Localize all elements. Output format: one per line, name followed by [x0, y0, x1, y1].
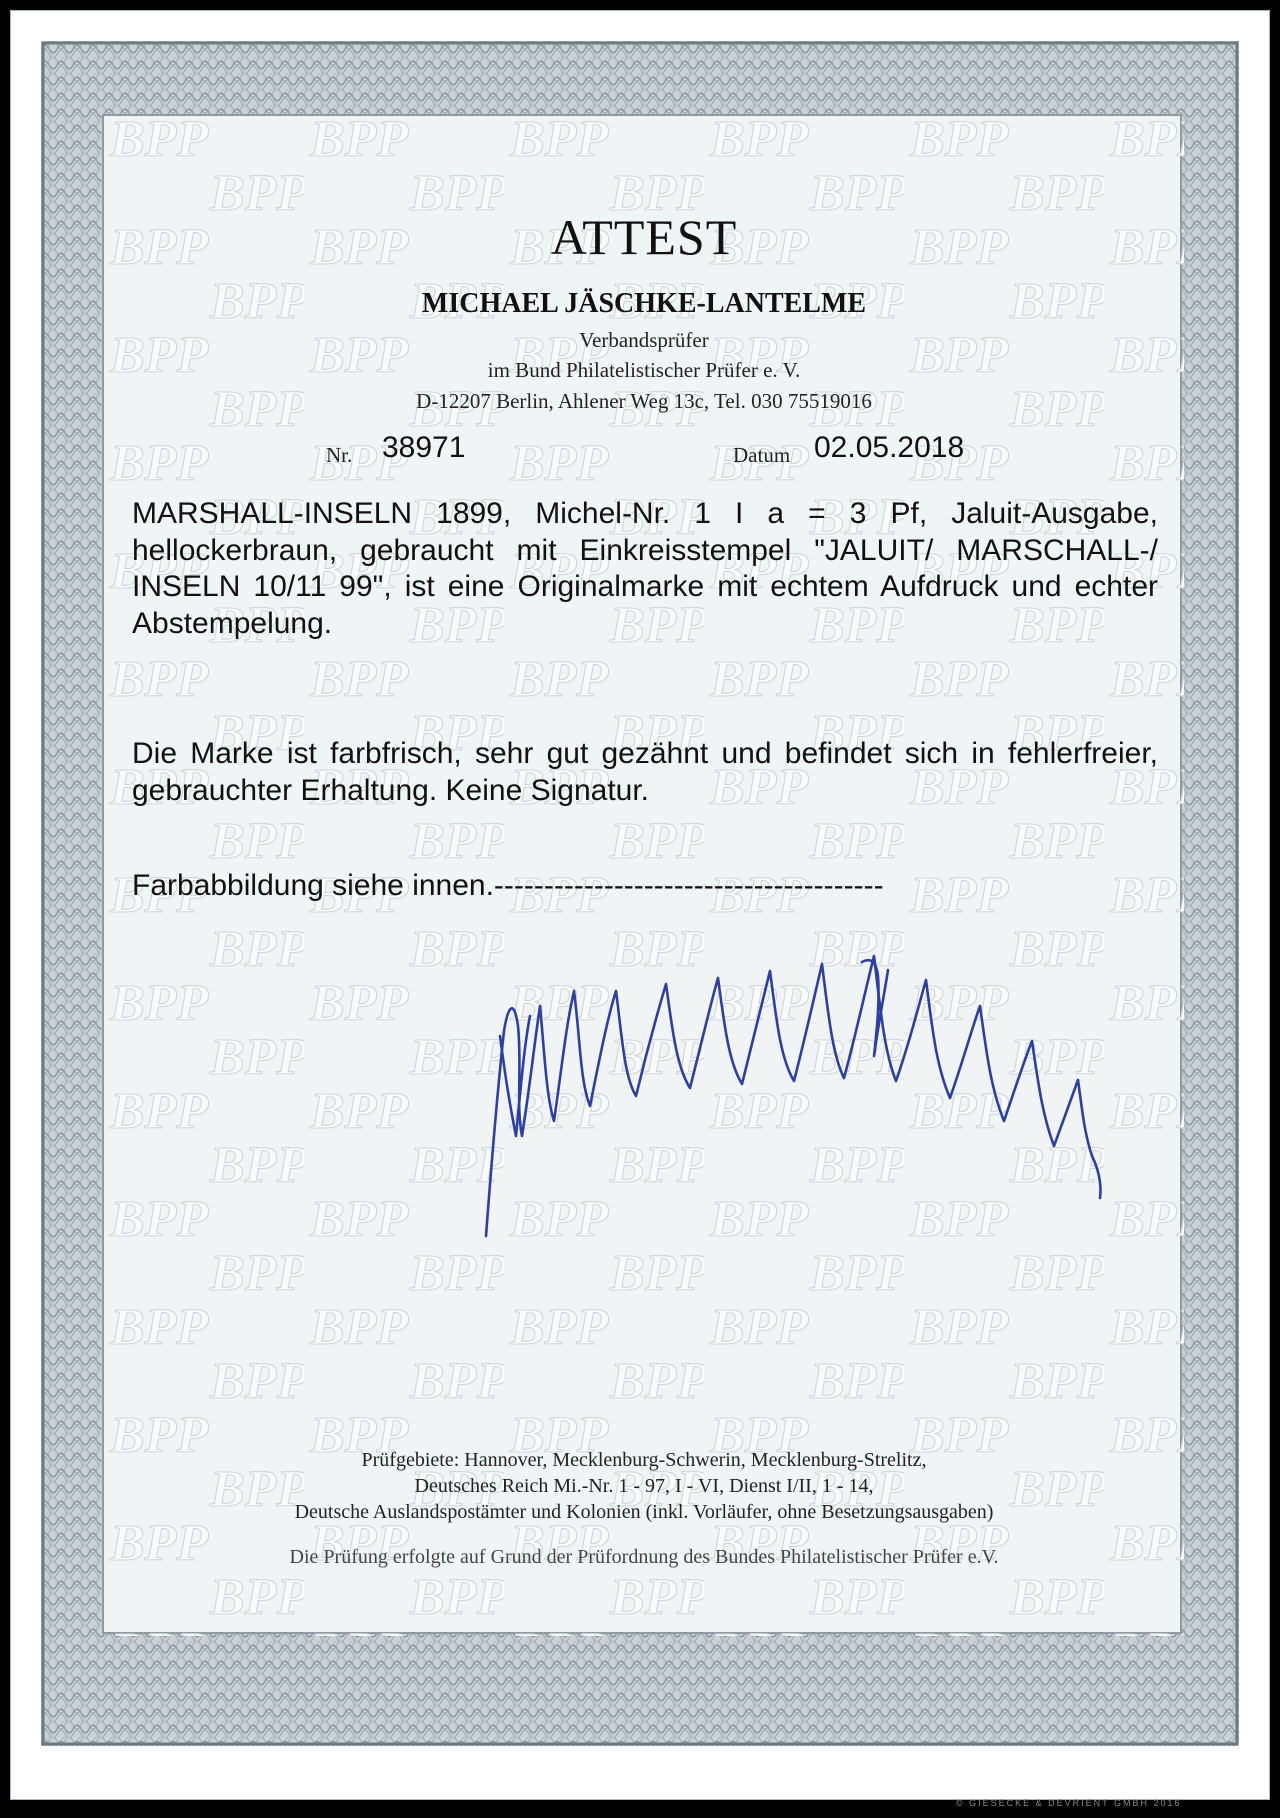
printer-imprint: © GIESECKE & DEVRIENT GMBH 2016	[956, 1798, 1182, 1808]
examiner-association: im Bund Philatelistischer Prüfer e. V.	[487, 358, 801, 382]
examination-rules-note: Die Prüfung erfolgte auf Grund der Prüfordnung des Bundes Philatelistischer Prüfer e.V.	[289, 1546, 999, 1568]
date-label: Datum	[733, 443, 791, 467]
certificate-number: 38971	[382, 431, 466, 464]
testing-areas-line-3: Deutsche Auslandspostämter und Kolonien (inkl. Vorläufer, ohne Besetzungsausgaben)	[294, 1501, 994, 1523]
condition-description: Die Marke ist farbfrisch, sehr gut gezähnt und befindet sich in fehlerfreier, gebrauchter Erhaltung. Keine Signatur.	[132, 737, 1158, 807]
examiner-name: MICHAEL JÄSCHKE-LANTELME	[421, 288, 867, 319]
stamp-description: MARSHALL-INSELN 1899, Michel-Nr. 1 I a = 3 Pf, Jaluit-Ausgabe, hellockerbraun, gebraucht mit Einkreisstempel "JALUIT/ MARSCHALL-/ INSELN 10/11 99", ist eine Originalmarke mit echtem Aufdruck und echter Abstempelung.	[132, 497, 1158, 640]
certificate-sheet	[10, 10, 1270, 1808]
certificate-title: ATTEST	[550, 209, 738, 265]
examiner-address: D-12207 Berlin, Ahlener Weg 13c, Tel. 030 75519016	[416, 389, 872, 413]
handwritten-signature	[404, 936, 1104, 1316]
certificate-number-label: Nr.	[326, 443, 353, 467]
certificate-date: 02.05.2018	[814, 431, 965, 464]
testing-areas-line-2: Deutsches Reich Mi.-Nr. 1 - 97, I - VI, Dienst I/II, 1 - 14,	[414, 1475, 874, 1497]
color-image-note: Farbabbildung siehe innen.---------------------------------------	[132, 869, 884, 902]
examiner-role: Verbandsprüfer	[579, 328, 709, 352]
certificate-body	[102, 114, 1182, 1634]
certificate-content	[104, 116, 1184, 1636]
testing-areas-line-1: Prüfgebiete: Hannover, Mecklenburg-Schwerin, Mecklenburg-Strelitz,	[361, 1449, 927, 1471]
